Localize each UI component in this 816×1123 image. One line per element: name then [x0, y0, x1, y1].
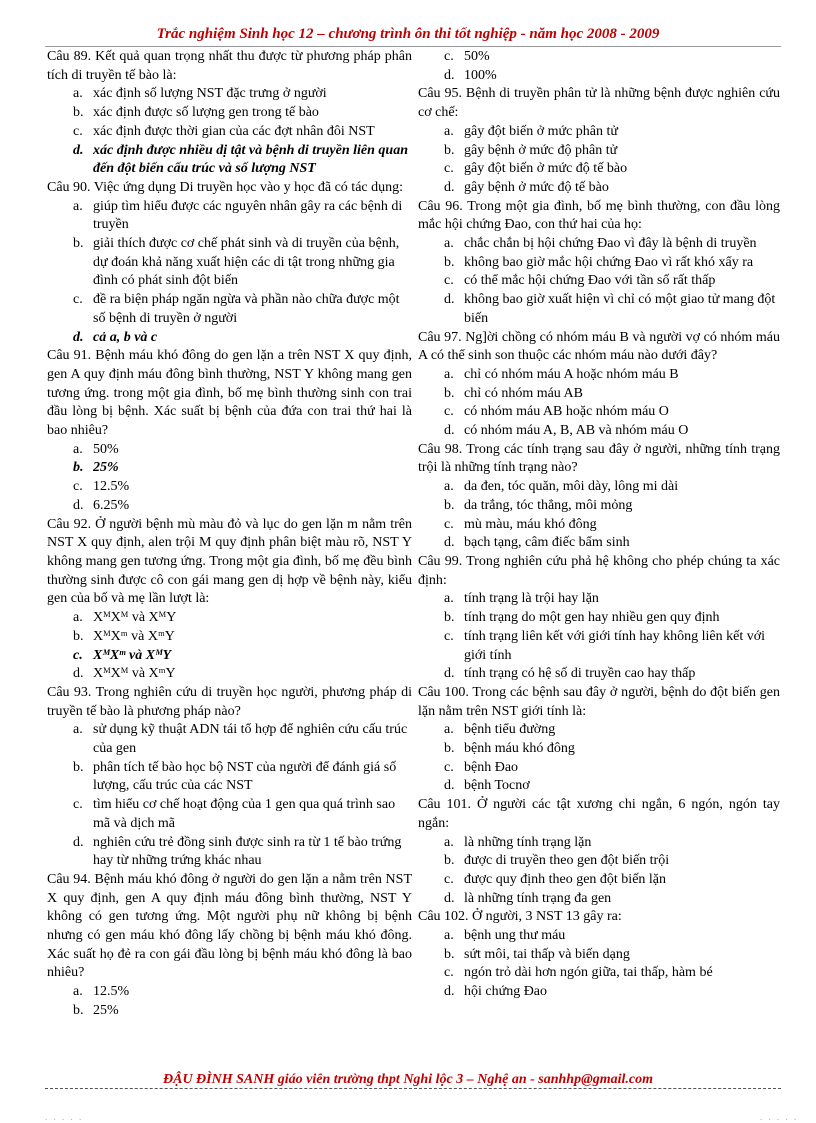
option-text: 25%	[93, 460, 119, 476]
option-text: ngón trỏ dài hơn ngón giữa, tai thấp, hàm bé	[464, 965, 713, 981]
answer-option	[418, 964, 780, 983]
option-text: xác định được thời gian của các đợt nhân đôi NST	[93, 123, 375, 139]
option-letter: c.	[444, 871, 454, 887]
question-block	[47, 48, 412, 179]
answer-option	[418, 516, 780, 535]
answer-option	[418, 291, 780, 328]
answer-options	[47, 441, 412, 516]
option-letter: d.	[444, 984, 455, 1000]
question-text: Câu 89. Kết quả quan trọng nhất thu được từ phương pháp phân tích di truyền tế bào là:	[47, 49, 412, 83]
option-letter: d.	[73, 142, 84, 158]
left-column	[47, 48, 412, 1021]
answer-option	[418, 179, 780, 198]
answer-options	[418, 123, 780, 198]
header-divider	[45, 46, 781, 47]
option-text: 12.5%	[93, 984, 130, 1000]
option-letter: a.	[444, 722, 454, 738]
option-letter: b.	[73, 1002, 84, 1018]
option-text: chỉ có nhóm máu A hoặc nhóm máu B	[464, 366, 679, 382]
option-letter: b.	[73, 105, 84, 121]
question-block	[418, 684, 780, 796]
answer-option	[47, 142, 412, 179]
question-text: Câu 100. Trong các bệnh sau đây ở người, bệnh do đột biến gen lặn nằm trên NST giới tính là:	[418, 684, 780, 719]
option-text: là những tính trạng lặn	[464, 834, 592, 850]
option-letter: b.	[444, 497, 455, 513]
answer-option	[47, 983, 412, 1002]
option-text: tìm hiểu cơ chế hoạt động của 1 gen qua quá trình sao mã và dịch mã	[93, 797, 396, 831]
question-text: Câu 95. Bệnh di truyền phân tử là những bệnh được nghiên cứu cơ chế:	[418, 86, 780, 121]
question-text: Câu 91. Bệnh máu khó đông do gen lặn a trên NST X quy định, gen A quy định máu đông bình thường, NST Y không mang gen tương ứng. trong một gia đình, bố mẹ bình thường sinh con trai đầu lòng bị bệnh. Xác suất bị bệnh của đứa con trai thứ hai là bao nhiêu?	[47, 348, 412, 439]
option-text: bạch tạng, câm điếc bẩm sinh	[464, 535, 630, 551]
option-text: được quy định theo gen đột biến lặn	[464, 871, 667, 887]
option-letter: c.	[73, 647, 83, 663]
page-header: Trắc nghiệm Sinh học 12 – chương trình ôn thi tốt nghiệp - năm học 2008 - 2009	[156, 26, 660, 42]
question-block	[418, 48, 780, 85]
option-letter: a.	[444, 591, 454, 607]
answer-option	[47, 85, 412, 104]
option-letter: d.	[444, 292, 455, 308]
answer-option	[418, 385, 780, 404]
answer-options	[47, 609, 412, 684]
answer-options	[47, 198, 412, 348]
option-letter: c.	[444, 404, 454, 420]
option-text: xác định được nhiều dị tật và bệnh di truyền liên quan đến đột biến cấu trúc và số lượng NST	[93, 142, 408, 177]
answer-options	[47, 721, 412, 871]
question-block	[418, 198, 780, 329]
option-letter: c.	[73, 797, 83, 813]
option-text: mù màu, máu khó đông	[464, 516, 597, 532]
option-letter: d.	[444, 179, 455, 195]
question-text: Câu 102. Ở người, 3 NST 13 gây ra:	[418, 909, 622, 925]
question-text: Câu 99. Trong nghiên cứu phả hệ không cho phép chúng ta xác định:	[418, 553, 780, 588]
option-text: 50%	[93, 441, 119, 457]
question-text: Câu 97. Ng]ời chồng có nhóm máu B và người vợ có nhóm máu A có thể sinh son thuộc các nhóm máu nào dưới đây?	[418, 329, 780, 364]
option-letter: b.	[444, 741, 455, 757]
answer-option	[418, 403, 780, 422]
answer-option	[418, 721, 780, 740]
question-text: Câu 94. Bệnh máu khó đông ở người do gen lặn a nằm trên NST X quy định, gen A quy định máu đông bình thường, NST Y không có gen tương ứng. Một người phụ nữ không bị bệnh nhưng có gen máu khó đông lấy chồng bị bệnh máu khó đông. Xác suất họ đẻ ra con gái đầu lòng bị bệnh máu khó đông là bao nhiêu?	[47, 871, 412, 981]
answer-option	[47, 834, 412, 871]
option-text: da đen, tóc quăn, môi dày, lông mi dài	[464, 479, 679, 495]
option-letter: b.	[444, 946, 455, 962]
question-block	[418, 908, 780, 1002]
option-text: gây bệnh ở mức độ phân tử	[464, 142, 618, 158]
option-text: 100%	[464, 67, 497, 83]
question-block	[418, 796, 780, 908]
option-letter: a.	[444, 928, 454, 944]
answer-options	[418, 590, 780, 684]
answer-option	[47, 459, 412, 478]
answer-option	[418, 590, 780, 609]
option-letter: c.	[73, 292, 83, 308]
answer-option	[418, 628, 780, 665]
option-text: giúp tìm hiểu được các nguyên nhân gây ra các bệnh di truyền	[93, 198, 403, 233]
option-text: chỉ có nhóm máu AB	[464, 385, 583, 401]
question-text: Câu 92. Ở người bệnh mù màu đỏ và lục do gen lặn m nằm trên NST X quy định, alen trội M quy định phân biệt màu rõ, NST Y không mang gen tương ứng. Trong một gia đình, bố mẹ đều bình thường sinh được cô con gái mang gen dị hợp về bệnh này, kiểu gen của bố và mẹ lần lượt là:	[47, 516, 412, 607]
option-text: 25%	[93, 1002, 119, 1018]
right-column	[418, 48, 780, 1002]
answer-option	[418, 142, 780, 161]
answer-options	[418, 48, 780, 85]
option-text: tính trạng có hệ số di truyền cao hay thấp	[464, 666, 696, 682]
option-text: bệnh máu khó đông	[464, 741, 575, 757]
answer-option	[47, 647, 412, 666]
option-letter: a.	[444, 834, 454, 850]
option-text: XᴹXᵐ và XᴹY	[93, 647, 172, 663]
answer-option	[47, 235, 412, 291]
option-text: cả a, b và c	[93, 329, 158, 345]
option-text: là những tính trạng đa gen	[464, 890, 612, 906]
answer-option	[418, 422, 780, 441]
option-letter: d.	[73, 497, 84, 513]
answer-options	[418, 834, 780, 909]
option-text: xác định được số lượng gen trong tế bào	[93, 105, 319, 121]
answer-option	[418, 759, 780, 778]
answer-option	[418, 67, 780, 86]
question-block	[418, 85, 780, 197]
option-letter: d.	[444, 666, 455, 682]
answer-option	[418, 123, 780, 142]
option-letter: a.	[73, 86, 83, 102]
answer-option	[418, 534, 780, 553]
option-letter: b.	[444, 142, 455, 158]
question-text: Câu 101. Ở người các tật xương chi ngắn, 6 ngón, ngón tay ngắn:	[418, 797, 780, 831]
option-letter: b.	[444, 610, 455, 626]
option-letter: c.	[444, 965, 454, 981]
option-text: không bao giờ mắc hội chứng Đao vì rất khó xẩy ra	[464, 254, 754, 270]
option-letter: d.	[444, 535, 455, 551]
option-letter: d.	[73, 834, 84, 850]
option-letter: c.	[444, 273, 454, 289]
option-letter: d.	[73, 666, 84, 682]
option-letter: d.	[444, 423, 455, 439]
answer-option	[47, 123, 412, 142]
option-text: tính trạng là trội hay lặn	[464, 591, 599, 607]
question-block	[47, 179, 412, 347]
option-letter: b.	[73, 628, 84, 644]
answer-option	[47, 497, 412, 516]
answer-option	[418, 852, 780, 871]
answer-option	[47, 291, 412, 328]
answer-option	[47, 628, 412, 647]
answer-option	[418, 871, 780, 890]
option-letter: a.	[73, 984, 83, 1000]
option-letter: c.	[444, 759, 454, 775]
answer-options	[418, 478, 780, 553]
question-block	[47, 516, 412, 684]
answer-options	[47, 85, 412, 179]
option-text: bệnh Tocnơ	[464, 778, 530, 794]
option-letter: c.	[444, 161, 454, 177]
option-letter: b.	[73, 460, 84, 476]
answer-options	[418, 927, 780, 1002]
answer-option	[47, 104, 412, 123]
option-text: phân tích tế bào học bộ NST của người để đánh giá số lượng, cấu trúc của các NST	[93, 759, 397, 794]
option-letter: c.	[444, 49, 454, 64]
answer-option	[418, 497, 780, 516]
answer-options	[418, 235, 780, 329]
answer-option	[47, 441, 412, 460]
question-text: Câu 96. Trong một gia đình, bố mẹ bình thường, con đầu lòng mắc hội chứng Đao, con thứ hai của họ:	[418, 198, 780, 233]
option-text: XᴹXᵐ và XᵐY	[93, 628, 175, 644]
answer-option	[418, 254, 780, 273]
option-text: sứt môi, tai thấp và biến dạng	[464, 946, 630, 962]
answer-option	[418, 834, 780, 853]
answer-options	[418, 721, 780, 796]
option-text: 12.5%	[93, 479, 130, 495]
option-text: đề ra biện pháp ngăn ngừa và phần nào chữa được một số bệnh di truyền ở người	[93, 292, 400, 326]
answer-option	[418, 890, 780, 909]
option-text: sử dụng kỹ thuật ADN tái tổ hợp để nghiên cứu cấu trúc của gen	[93, 722, 408, 757]
page-footer: ĐẬU ĐÌNH SANH giáo viên trường thpt Nghi lộc 3 – Nghệ an - sanhhp@gmail.com	[163, 1072, 653, 1087]
footer-divider	[45, 1088, 781, 1089]
option-letter: b.	[444, 385, 455, 401]
question-text: Câu 93. Trong nghiên cứu di truyền học người, phương pháp di truyền tế bào là phương pháp nào?	[47, 684, 412, 719]
answer-option	[418, 740, 780, 759]
option-letter: a.	[73, 722, 83, 738]
answer-option	[47, 759, 412, 796]
option-text: tính trạng do một gen hay nhiều gen quy định	[464, 610, 720, 626]
option-letter: b.	[444, 254, 455, 270]
option-letter: c.	[444, 628, 454, 644]
answer-option	[47, 796, 412, 833]
option-text: nghiên cứu trẻ đồng sinh được sinh ra từ 1 tế bào trứng hay từ những trứng khác nhau	[93, 834, 402, 869]
question-block	[47, 347, 412, 515]
option-text: gây bệnh ở mức độ tế bào	[464, 179, 609, 195]
answer-option	[418, 366, 780, 385]
option-text: da trắng, tóc thẳng, môi mỏng	[464, 497, 633, 513]
answer-option	[47, 665, 412, 684]
question-block	[418, 329, 780, 441]
option-letter: a.	[73, 198, 83, 214]
answer-option	[47, 329, 412, 348]
answer-option	[47, 478, 412, 497]
answer-option	[418, 609, 780, 628]
question-block	[418, 441, 780, 553]
answer-option	[418, 272, 780, 291]
answer-option	[418, 48, 780, 67]
option-text: xác định số lượng NST đặc trưng ở người	[93, 86, 327, 102]
question-block	[47, 684, 412, 871]
option-text: gây đột biến ở mức độ tế bào	[464, 161, 628, 177]
question-block	[47, 871, 412, 1021]
answer-option	[418, 777, 780, 796]
answer-option	[47, 1002, 412, 1021]
option-letter: d.	[73, 329, 84, 345]
option-letter: c.	[444, 516, 454, 532]
option-text: 50%	[464, 49, 490, 64]
answer-option	[418, 946, 780, 965]
option-text: có thể mắc hội chứng Đao với tần số rất thấp	[464, 273, 716, 289]
option-text: có nhóm máu A, B, AB và nhóm máu O	[464, 423, 689, 439]
option-letter: c.	[73, 123, 83, 139]
option-text: bệnh tiểu đường	[464, 722, 556, 738]
option-text: tính trạng liên kết với giới tính hay không liên kết với giới tính	[464, 628, 765, 663]
option-text: được di truyền theo gen đột biến trội	[464, 853, 670, 869]
option-letter: a.	[73, 610, 83, 626]
option-text: 6.25%	[93, 497, 130, 513]
option-text: hội chứng Đao	[464, 984, 548, 1000]
option-letter: a.	[444, 123, 454, 139]
option-text: bệnh ung thư máu	[464, 928, 566, 944]
question-text: Câu 98. Trong các tính trạng sau đây ở người, những tính trạng trội là những tính trạng nào?	[418, 441, 780, 476]
option-letter: a.	[444, 236, 454, 252]
option-text: gây đột biến ở mức phân tử	[464, 123, 618, 139]
option-text: bệnh Đao	[464, 759, 519, 775]
option-letter: b.	[444, 853, 455, 869]
answer-options	[47, 983, 412, 1020]
option-letter: a.	[444, 366, 454, 382]
question-block	[418, 553, 780, 684]
answer-option	[418, 235, 780, 254]
answer-option	[418, 478, 780, 497]
option-letter: b.	[73, 759, 84, 775]
option-text: chắc chắn bị hội chứng Đao vì đây là bệnh di truyền	[464, 236, 757, 252]
answer-option	[47, 609, 412, 628]
option-letter: d.	[444, 890, 455, 906]
option-text: XᴹXᴹ và XᵐY	[93, 666, 176, 682]
corner-mark-left: . . . . .	[45, 1112, 84, 1122]
corner-mark-right: . . . . .	[760, 1112, 799, 1122]
option-text: XᴹXᴹ và XᴹY	[93, 610, 177, 626]
answer-option	[47, 198, 412, 235]
option-text: có nhóm máu AB hoặc nhóm máu O	[464, 404, 669, 420]
answer-option	[418, 927, 780, 946]
option-letter: a.	[444, 479, 454, 495]
question-text: Câu 90. Việc ứng dụng Di truyền học vào y học đã có tác dụng:	[47, 179, 404, 195]
option-letter: d.	[444, 67, 455, 83]
answer-option	[47, 721, 412, 758]
answer-option	[418, 160, 780, 179]
option-letter: c.	[73, 479, 83, 495]
option-letter: a.	[73, 441, 83, 457]
option-letter: b.	[73, 236, 84, 252]
option-text: giải thích được cơ chế phát sinh và di truyền của bệnh, dự đoán khả năng xuất hiện các di tật trong những gia đình có phát sinh đột biến	[93, 236, 400, 289]
option-letter: d.	[444, 778, 455, 794]
answer-options	[418, 366, 780, 441]
answer-option	[418, 983, 780, 1002]
option-text: không bao giờ xuất hiện vì chỉ có một giao tử mang đột biến	[464, 292, 776, 326]
answer-option	[418, 665, 780, 684]
